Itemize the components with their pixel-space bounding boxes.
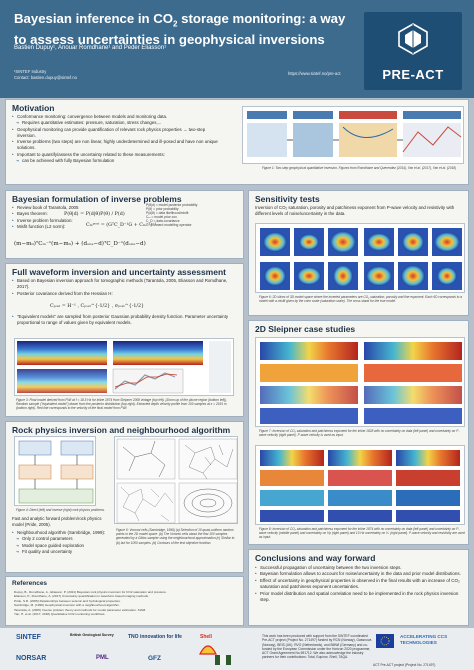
figure-8-caption: Figure 8: Inversion of CO₂ saturation and patchiness exponent for the inline 1874 with no uncertainty on data (left panel) and uncertainty on P-wave velocity (middle panel) and uncertainty on Vp (right panel) and 10 Hz uncertainty on Vₛ (right panel). P-wave velocity and resistivity are used as input. bbox=[259, 527, 465, 540]
figure-4-caption: Figure 4: Direct (left) and inverse (right) rock physics problems. bbox=[16, 508, 105, 512]
pre-act-logo-icon bbox=[396, 22, 430, 56]
bayesian-formulation-panel bbox=[5, 190, 244, 259]
voronoi-graphic bbox=[115, 437, 239, 525]
bayesian-bullets: • Review book of Tarantola, 2005 • Bayes theorem: • Inverse problem formulation: • Misfit function (L2 norm): bbox=[12, 205, 92, 230]
two-step-inversion-diagram bbox=[242, 106, 464, 164]
sleipner-panel bbox=[248, 320, 469, 545]
motivation-title: Motivation bbox=[12, 103, 55, 113]
bayes-theorem-equation: P(θ|d) = P(d|θ)P(θ) / P(d) bbox=[64, 212, 125, 217]
conclusions-panel bbox=[248, 549, 469, 626]
figure-1-caption: Figure 1: Two-step geophysical quantitative inversion. Figures from Romdhane and Querendez (2014), Yan et al. (2017), Yan et al. (2018) bbox=[262, 166, 457, 170]
sleipner-inline-1874-figure bbox=[255, 445, 465, 525]
motivation-panel bbox=[5, 99, 469, 185]
rock-physics-text: Fast and analytic forward problem/rock physics model (Pride, 2005). bbox=[12, 516, 102, 527]
misfit-equation: (m−m₀)ᵀCₘ⁻¹(m−m₀) + (dₒₙₛ−d)ᵀC_D⁻¹(dₒₙₛ−d) bbox=[14, 241, 146, 247]
fwi-bullets-2: • "Equivalent models" are sampled from posterior Gaussian probability density function. Parameter uncertainty proportional to range of values given by equivalent models. bbox=[12, 314, 238, 327]
references-title: References bbox=[12, 580, 48, 587]
fwi-title: Full waveform inversion and uncertainty assessment bbox=[12, 267, 226, 277]
pml-logo: PML bbox=[96, 655, 109, 661]
authors: Bastien Dupuy¹, Anouar Romdhane¹ and Peder Eliasson¹ bbox=[14, 45, 167, 51]
bayesian-title: Bayesian formulation of inverse problems bbox=[12, 194, 182, 204]
sensitivity-text: Inversion of CO₂ saturation, porosity and patchiness exponent from P-wave velocity and resistivity with different levels of noise/uncertainty in the data. bbox=[255, 205, 455, 217]
conclusions-bullets: • Successful propagation of uncertainty between the two inversion steps. • Bayesian formulation allows to account for noise/uncertainty in the data and prior model distributions. • Effect of uncertainty in geophysical properties is observed in the final results with an increase of CO₂ saturation and patchiness exponent uncertainties. • Prior model distribution and spatial correlation need to be implemented in the rock physics inversion step. bbox=[255, 565, 465, 603]
references-panel bbox=[5, 576, 244, 626]
sensitivity-title: Sensitivity tests bbox=[255, 194, 320, 204]
sleipner-1874-graphic bbox=[256, 446, 466, 526]
conclusions-title: Conclusions and way forward bbox=[255, 553, 376, 563]
posterior-covariance-equation: Cₘᵖᵒˢᵗ = (GᵀC_D⁻¹G + Cₘ⁻¹)⁻¹ bbox=[86, 223, 157, 228]
figure-6-caption: Figure 6: 2D slices of 3D model space where the inverted parameters are CO₂ saturation, porosity and fine exponent. Each 6D corresponds to a model with a misfit given by the color scale (saturation scale). The cross stand for the true model. bbox=[259, 295, 463, 304]
act-logo: ACCELERATING CCS TECHNOLOGIES bbox=[400, 634, 448, 645]
bgs-logo: British Geological Survey bbox=[70, 633, 114, 637]
funding-note: This work has been produced with support from the SINTEF coordinated Pre-ACT project (Project No. 271497) funded by RCN (Norway), Gassnova (Norway), BEIS (UK), RVO (Netherlands), and BMWi (Germany) and co-funded by the European Commission under the Horizon 2020 programme, ACT Grant Agreement No 691712. We also acknowledge the industry partners for their contributions: Total, Equinor, Shell, TAQA. bbox=[262, 634, 372, 660]
motivation-bullets: • Conformance monitoring: convergence between models and monitoring data. ➔ Requires quantitative estimates: pressure, saturation, stress changes,... • Geophysical monitoring can provide quantification of relevant rock physics properties → two-step inversion. • Inverse problems (two steps) are non linear, highly underdetermined and ill-posed and have non unique solutions. • Important to quantify/assess the uncertainty related to these measurements: ➔ can be achieved with fully Bayesian formulation bbox=[12, 114, 222, 164]
workflow-diagram-graphic bbox=[243, 107, 465, 165]
fwi-bullets: • Based on Bayesian inversion approach for tomographic methods (Tarantola, 2005, Eliasson and Romdhane, 2017). • Posterior covariance derived from the Hessian H: bbox=[12, 278, 238, 297]
shell-logo: Shell bbox=[200, 634, 212, 640]
fwi-panel bbox=[5, 263, 244, 417]
rock-physics-panel bbox=[5, 421, 244, 573]
sensitivity-scatter-grid bbox=[255, 223, 465, 293]
sensitivity-grid-graphic bbox=[256, 224, 466, 294]
affiliation: ¹SINTEF Industry Contact: bastien.dupuy@sintef.no bbox=[14, 69, 77, 80]
eu-flag-icon bbox=[376, 634, 394, 648]
project-url[interactable]: https://www.sintef.no/pre-act bbox=[288, 71, 341, 76]
pre-act-logo bbox=[364, 12, 462, 90]
sleipner-1828-graphic bbox=[256, 338, 466, 428]
pre-act-logo-text: PRE-ACT bbox=[382, 67, 444, 82]
poster-title: Bayesian inference in $CO_2$ storage monitoring: a way to assess uncertainties in geophysical inversions bbox=[14, 11, 346, 47]
project-number: ACT Pre-ACT project (Project No. 271497) bbox=[373, 663, 436, 667]
figure-5-caption: Figure 5: Voronoi cells (Sambridge, 1999) (a) Selection of 10 quasi-uniform random points in the 2D model space. (b) The Voronoi cells about the first 100 samples generated by a Gibbs sampler using the neighbourhood approximation (c) Similar to (b) but for 1000 samples. (d) Contours of the test objective function. bbox=[116, 528, 235, 545]
sleipner-title: 2D Sleipner case studies bbox=[255, 324, 356, 334]
fwi-covariance-equation: Cₚₒₛₜ = H⁻¹ , Cₚₒₛₜ^{-1/2} , σₚₒₛₜ^{-1/2} bbox=[50, 304, 145, 309]
rock-physics-diagram-graphic bbox=[15, 437, 97, 507]
fwi-figure-graphic bbox=[15, 339, 235, 397]
references-list: Dupuy, B., Romdhane, A., Eliasson, P. (2021) Bayesian rock physics inversion for CO2 saturation and pressure. Eliasson, P., Romdhane, A. (2017) Uncertainty quantification in waveform-based imaging methods. Pride, S.R. (2005) Relationships between seismic and hydrological properties. Sambridge, M. (1999) Geophysical inversion with a neighbourhood algorithm. Tarantola, A. (2005) Inverse problem theory and methods for model parameter estimation. SIAM. Yan, H. et al. (2017, 2018) Quantitative CO2 monitoring workflows. bbox=[14, 590, 167, 617]
poster-header bbox=[0, 0, 474, 98]
equation-definitions: P(θ|d) = model posterior probability P(θ) = prior probability P(d|θ) = data likelihood/misfit Cₘ = model prior cov. C_D = data covariance G = forward modelling operator bbox=[146, 203, 198, 227]
crest-icon bbox=[214, 654, 232, 666]
sintef-logo: SINTEF bbox=[16, 634, 41, 641]
tno-logo: TNO innovation for life bbox=[128, 634, 182, 640]
sensitivity-panel bbox=[248, 190, 469, 316]
fwi-velocity-model-figure bbox=[14, 338, 234, 396]
rock-physics-problems-diagram bbox=[14, 436, 96, 506]
figure-3-caption: Figure 3: Final model derived from FWI at f = 18.5 Hz for inline 1874 from Sleipner 2008 vintage (top left). (Zoom up of the plume region (bottom left)). Random sample ("equivalent model") drawn from the posterior distribution (top right). Extracted depth velocity profile from 100 samples at x = 2915 m (bottom right). Red line corresponds to the velocity of the final model from FWI. bbox=[16, 398, 228, 411]
sleipner-inline-1828-figure bbox=[255, 337, 465, 427]
figure-7-caption: Figure 7: Inversion of CO₂ saturation and patchiness exponent for the inline 1828 with no uncertainty on data (left panel) and uncertainty on P-wave velocity (right panel). P-wave velocity is used as input. bbox=[259, 429, 460, 438]
rock-physics-title: Rock physics inversion and neighbourhood algorithm bbox=[12, 425, 231, 435]
gfz-logo: GFZ bbox=[148, 655, 161, 662]
norsar-logo: NORSAR bbox=[16, 655, 47, 662]
voronoi-cells-figure bbox=[114, 436, 238, 524]
rock-physics-bullets: • Neighbourhood algorithm (Sambridge, 1999): ➔ Only 2 control parameters ➔ Model space guided exploration ➔ Fit quality and uncertainty bbox=[12, 530, 116, 555]
